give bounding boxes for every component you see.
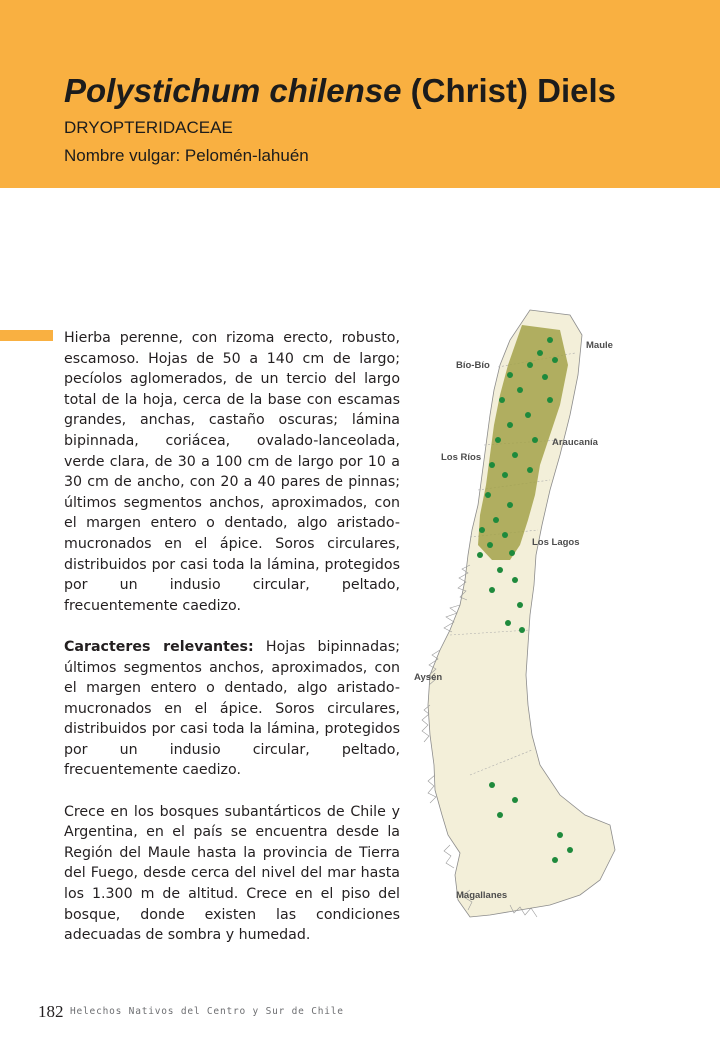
map-label-aysen: Aysén xyxy=(414,672,443,683)
book-title: Helechos Nativos del Centro y Sur de Chile xyxy=(70,1006,344,1017)
page-number: 182 xyxy=(38,1002,64,1021)
body-text xyxy=(64,328,400,966)
map-label-loslagos: Los Lagos xyxy=(532,537,580,548)
family-name: DRYOPTERIDACEAE xyxy=(64,118,233,137)
habitat-paragraph: Crece en los bosques subantárticos de Chile y Argentina, en el país se encuentra desde la Región del Maule hasta la provincia de Tierra del Fuego, desde cerca del nivel del mar hasta los 1.300 m de altitud. Crece en el piso del bosque, donde existen las condiciones adecuadas de sombra y humedad. xyxy=(64,803,400,944)
relevant-paragraph xyxy=(64,637,400,781)
relevant-label: Caracteres relevantes: xyxy=(64,638,254,655)
map-label-araucania: Araucanía xyxy=(552,437,598,448)
author-name: (Christ) Diels xyxy=(410,72,616,109)
map-label-maule: Maule xyxy=(586,340,613,351)
common-name: Nombre vulgar: Pelomén-lahuén xyxy=(64,146,309,165)
relevant-text: Hojas bipinnadas; últimos segmentos anchos, aproximados, con el margen entero o dentado, algo aristado-mucronados en el ápice. Soros circulares, distribuidos por casi toda la lámina, protegidos por un indusio circular, peltado, frecuentemente caedizo. xyxy=(64,638,400,779)
section-marker xyxy=(0,330,53,341)
species-title xyxy=(64,72,616,110)
description-paragraph: Hierba perenne, con rizoma erecto, robusto, escamoso. Hojas de 50 a 140 cm de largo; pecíolos aglomerados, de un tercio del largo total de la hoja, cerca de la base con escamas grandes, anchas, castaño oscuras; lámina bipinnada, coriácea, ovalado-lanceolada, verde clara, de 30 a 100 cm de largo por 10 a 30 cm de ancho, con 20 a 40 pares de pinnas; últimos segmentos anchos, aproximados, con el margen entero o dentado, algo aristado-mucronados en el ápice. Soros circulares, distribuidos por casi toda la lámina, protegidos por un indusio circular, peltado, frecuentemente caedizo. xyxy=(64,330,400,614)
map-label-losrios: Los Ríos xyxy=(441,452,482,463)
distribution-map xyxy=(410,305,620,935)
map-label-biobio: Bío-Bío xyxy=(456,360,490,371)
scientific-name: Polystichum chilense xyxy=(64,72,402,109)
map-label-magallanes: Magallanes xyxy=(456,890,508,901)
header-band xyxy=(0,0,720,188)
